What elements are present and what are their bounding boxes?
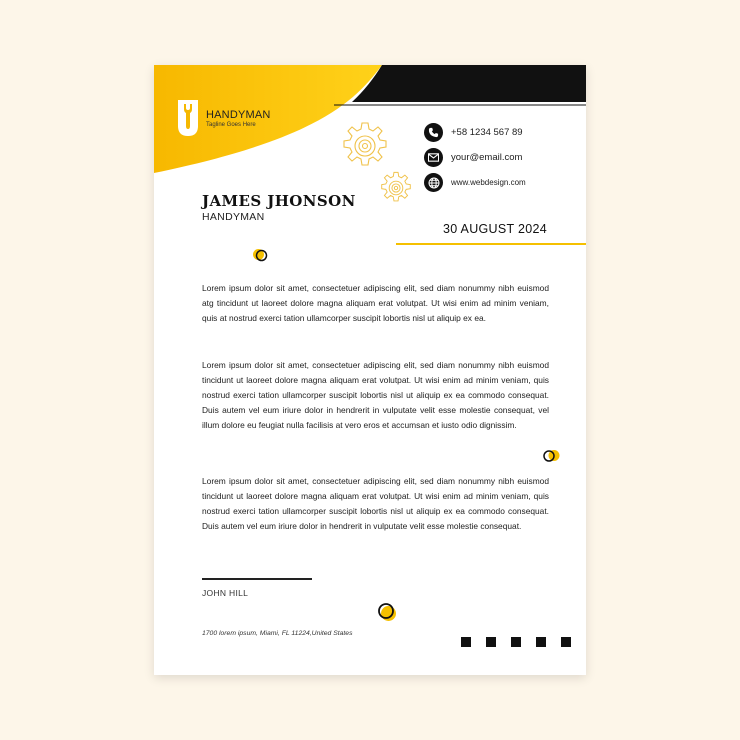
paragraph-1: Lorem ipsum dolor sit amet, consectetuer adipiscing elit, sed diam nonummy nibh euismod atg tincidunt ut laoreet dolore magna aliquam erat volutpat. Ut wisi enim ad minim veniam, quis at nostrud exerci tation ullamcorper suscipit lobortis nisl ut aliquip ex ea. <box>202 283 549 324</box>
paragraph-3: Lorem ipsum dolor sit amet, consectetuer adipiscing elit, sed diam nonummy nibh euismod tincidunt ut laoreet dolore magna aliquam erat volutpat. Ut wisi enim ad minim veniam, quis nostrud exerci tation ullamcorper suscipit lobortis nisl ut aliquip ex ea commodo consequat. Duis autem vel eum iriure dolor in hendrerit in vulputate velit esse molestie consequat. <box>202 476 549 532</box>
black-header-bar <box>352 65 586 102</box>
email-address: your@email.com <box>451 152 523 163</box>
footer-square <box>561 637 571 647</box>
website-url: www.webdesign.com <box>451 178 526 187</box>
paragraph-2: Lorem ipsum dolor sit amet, consectetuer adipiscing elit, sed diam nonummy nibh euismod tincidunt ut laoreet dolore magna aliquam erat volutpat. Ut wisi enim ad minim veniam, quis nostrud exerci tation ullamcorper suscipit lobortis nisl ut aliquip ex ea commodo consequat. Duis autem vel eum iriure dolor in hendrerit in vulputate velit esse molestie consequat, vel illum dolore eu feugiat nulla facilisis at vero eros et accumsan et iusto odio dignissim. <box>202 360 549 431</box>
gear-icon <box>340 121 390 171</box>
email-icon <box>424 148 443 167</box>
circle-decoration <box>541 448 561 464</box>
circle-decoration <box>252 247 270 263</box>
contact-website <box>424 170 526 195</box>
brand-logo <box>178 100 271 136</box>
footer-square <box>536 637 546 647</box>
sender-name: JAMES JHONSON <box>202 192 356 210</box>
phone-icon <box>424 123 443 142</box>
circle-decoration <box>376 601 398 623</box>
gear-icon <box>379 171 413 205</box>
phone-number: +58 1234 567 89 <box>451 127 523 138</box>
footer-address: 1700 lorem ipsum, Miami, FL 11224,United States <box>202 630 353 637</box>
footer-square-row <box>461 637 571 647</box>
brand-tagline: Tagline Goes Here <box>206 121 256 128</box>
date-underline <box>396 243 586 245</box>
footer-square <box>486 637 496 647</box>
signer-name: JOHN HILL <box>202 588 249 598</box>
footer-square <box>511 637 521 647</box>
letterhead-page <box>154 65 586 675</box>
globe-icon <box>424 173 443 192</box>
contact-email <box>424 145 526 170</box>
letter-date: 30 AUGUST 2024 <box>442 222 547 236</box>
wrench-icon <box>178 100 198 136</box>
contact-block <box>424 120 526 195</box>
footer-square <box>461 637 471 647</box>
brand-name: HANDYMAN <box>206 108 271 121</box>
sender-title: HANDYMAN <box>202 211 265 223</box>
signature-line <box>202 578 312 580</box>
contact-phone <box>424 120 526 145</box>
